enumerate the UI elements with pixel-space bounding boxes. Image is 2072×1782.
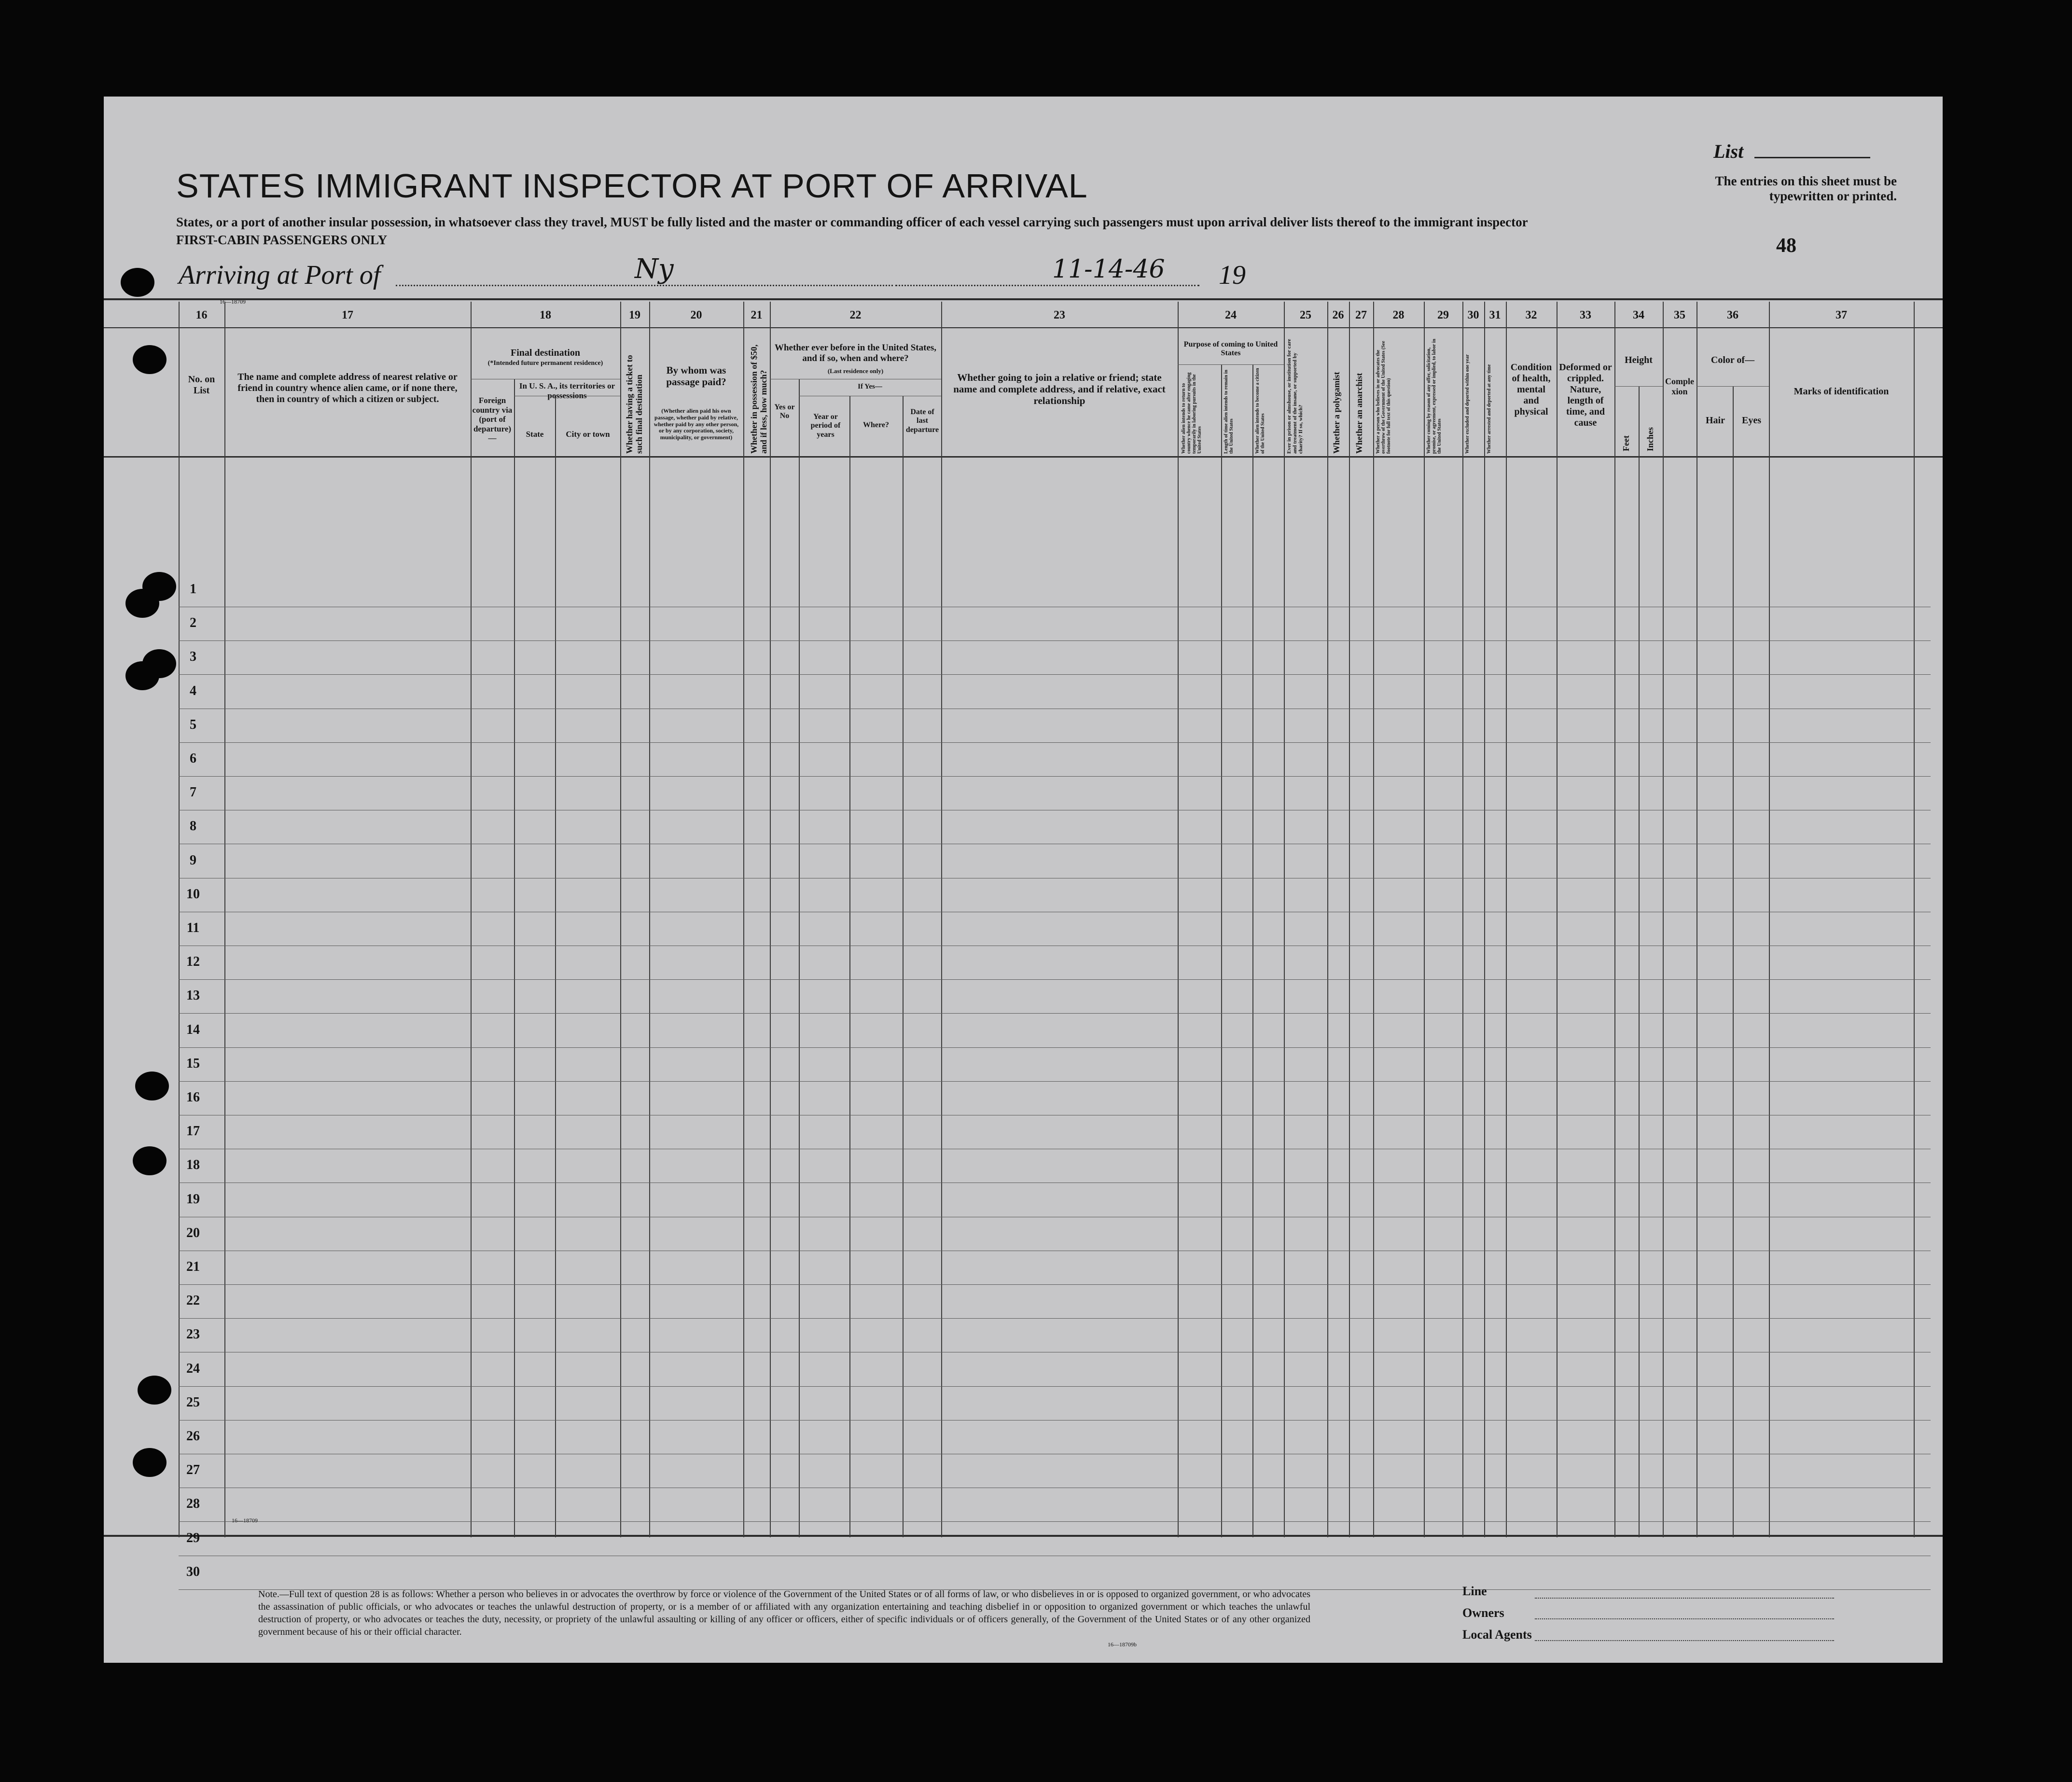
- arrival-date-value: 11-14-46: [1052, 255, 1165, 284]
- row-number: 17: [186, 1124, 200, 1139]
- col34-inches-header: Inches: [1645, 427, 1655, 451]
- row-rule: [179, 1047, 1931, 1048]
- binder-hole: [125, 589, 159, 618]
- grid-line: [849, 396, 850, 1537]
- row-number: 8: [190, 819, 196, 834]
- row-rule: [179, 1318, 1931, 1319]
- row-rule: [179, 1386, 1931, 1387]
- binder-hole: [133, 1146, 167, 1175]
- col26-header: Whether a polygamist: [1332, 372, 1341, 454]
- grid-line: [514, 379, 515, 1537]
- row-number: 26: [186, 1429, 200, 1444]
- col22-year-header: Year or period of years: [810, 413, 841, 439]
- binder-hole: [133, 1448, 167, 1477]
- col23-header: Whether going to join a relative or friend; state name and complete address, and if relative, exact relationship: [953, 372, 1166, 407]
- binder-hole: [138, 1376, 171, 1405]
- row-rule: [179, 776, 1931, 777]
- row-rule: [179, 1521, 1931, 1522]
- row-number: 21: [186, 1259, 200, 1274]
- column-number: 35: [1674, 309, 1685, 321]
- line-field: [1535, 1598, 1834, 1599]
- local-agents-field: [1535, 1640, 1834, 1641]
- form-number: 16—18709: [220, 298, 246, 305]
- row-number: 23: [186, 1327, 200, 1342]
- column-number: 23: [1054, 309, 1065, 321]
- list-field-line: [1754, 157, 1870, 158]
- row-number: 20: [186, 1225, 200, 1240]
- col20-subtitle: (Whether alien paid his own passage, whether paid by relative, whether paid by any other person, or by any corporation, society, municipality, or government): [654, 407, 739, 441]
- col25-header: Ever in prison or almshouse, or institution for care and treatment of the insane, or supported by charity? If so, which?: [1286, 339, 1304, 454]
- column-number-rule: [104, 327, 1943, 328]
- top-rule: [104, 298, 1943, 300]
- column-number: 19: [629, 309, 640, 321]
- column-number: 16: [195, 309, 208, 321]
- col18-usa-header: In U. S. A., its territories or possessions: [519, 381, 615, 400]
- row-number: 19: [186, 1191, 200, 1207]
- col18-subtitle: (*Intended future permanent residence): [487, 360, 603, 367]
- binder-hole: [135, 1072, 169, 1100]
- row-rule: [179, 1013, 1931, 1014]
- col22-ifyes: If Yes—: [858, 383, 882, 390]
- grid-line: [555, 396, 556, 1537]
- form-code-b: 16—18709b: [1108, 1641, 1137, 1648]
- col30-header: Whether excluded and deported within one year: [1465, 354, 1470, 454]
- binder-hole: [121, 268, 154, 297]
- column-number: 28: [1392, 309, 1405, 321]
- row-number: 15: [186, 1056, 200, 1071]
- row-number: 6: [190, 751, 196, 766]
- col24c-header: Whether alien intends to become a citizen of the United States: [1255, 368, 1265, 454]
- port-value: Ny: [635, 253, 674, 285]
- row-rule: [179, 1284, 1931, 1285]
- row-number: 30: [186, 1564, 200, 1579]
- col24a-header: Whether alien intends to return to country whence he came after engaging temporarily in laboring pursuits in the United States: [1181, 372, 1202, 454]
- row-number: 3: [190, 649, 196, 665]
- col18-title: Final destination: [511, 348, 580, 358]
- row-rule: [179, 1081, 1931, 1082]
- column-number: 32: [1525, 309, 1537, 321]
- column-number: 27: [1355, 309, 1367, 321]
- row-number: 2: [190, 615, 196, 631]
- column-number: 36: [1727, 309, 1738, 321]
- col31-header: Whether arrested and deported at any time: [1487, 364, 1492, 454]
- col35-header: Complexion: [1665, 376, 1694, 396]
- row-number: 14: [186, 1022, 200, 1037]
- col29-header: Whether coming by reason of any offer, solicitation, promise, or agreement, expressed or implied, to labor in the United States: [1426, 338, 1442, 454]
- col22-date-header: Date of last departure: [905, 408, 939, 434]
- arriving-port-label: Arriving at Port of: [179, 260, 381, 290]
- row-number: 27: [186, 1462, 200, 1478]
- instructions-text: States, or a port of another insular possession, in whatsoever class they travel, MUST be fully listed and the master or commanding officer of each vessel carrying such passengers must upon arrival deliver lists thereof to the immigrant inspector: [176, 215, 1528, 229]
- local-agents-label: Local Agents: [1462, 1628, 1532, 1642]
- row-number: 18: [186, 1157, 200, 1173]
- port-field-line: [396, 285, 893, 286]
- row-number: 22: [186, 1293, 200, 1309]
- row-number: 11: [186, 920, 200, 935]
- row-rule: [179, 742, 1931, 743]
- row-number: 24: [186, 1361, 200, 1376]
- grid-line: [1697, 386, 1769, 387]
- col37-header: Marks of identification: [1794, 386, 1889, 397]
- column-number: 25: [1300, 309, 1311, 321]
- column-number: 20: [690, 309, 702, 321]
- line-label: Line: [1462, 1584, 1487, 1598]
- col19-header: Whether having a ticket to such final destination: [625, 355, 644, 454]
- col36-title: Color of—: [1710, 355, 1755, 365]
- grid-line: [799, 379, 800, 1537]
- col34-title: Height: [1625, 355, 1653, 365]
- col18-state-header: State: [526, 430, 544, 439]
- row-number: 16: [186, 1090, 200, 1105]
- column-number: 33: [1580, 309, 1591, 321]
- grid-line: [1178, 364, 1284, 365]
- row-number: 29: [186, 1530, 200, 1545]
- col16-header: No. on List: [188, 374, 215, 396]
- col20-title: By whom was passage paid?: [666, 364, 726, 388]
- column-number: 21: [751, 309, 763, 321]
- col21-header: Whether in possession of $50, and if less, how much?: [749, 344, 768, 454]
- manifest-sheet: [104, 97, 1943, 1663]
- column-number: 17: [342, 309, 353, 321]
- column-number: 29: [1437, 309, 1449, 321]
- row-number: 10: [186, 886, 200, 902]
- col18-city-header: City or town: [566, 430, 610, 439]
- col32-header: Condition of health, mental and physical: [1510, 362, 1552, 417]
- date-field-line: [895, 285, 1199, 286]
- class-note: FIRST-CABIN PASSENGERS ONLY: [176, 233, 388, 247]
- row-number: 28: [186, 1496, 200, 1512]
- col36-hair-header: Hair: [1706, 415, 1725, 426]
- typewritten-note: The entries on this sheet must be typewritten or printed.: [1715, 174, 1897, 204]
- grid-line: [1639, 386, 1640, 1537]
- col27-header: Whether an anarchist: [1354, 373, 1364, 454]
- owners-label: Owners: [1462, 1606, 1504, 1620]
- column-number: 26: [1332, 309, 1344, 321]
- col24-title: Purpose of coming to United States: [1183, 340, 1278, 358]
- grid-line: [1733, 386, 1734, 1537]
- col36-eyes-header: Eyes: [1742, 415, 1761, 426]
- col22-title: Whether ever before in the United States, and if so, when and where?: [774, 343, 937, 363]
- page-title: STATES IMMIGRANT INSPECTOR AT PORT OF ARRIVAL: [176, 167, 1088, 205]
- col18-foreign-header: Foreign country via (port of departure)—: [472, 396, 513, 443]
- form-code: 16—18709: [232, 1517, 258, 1524]
- list-label: List: [1713, 140, 1744, 162]
- row-number: 1: [190, 582, 196, 597]
- column-number: 37: [1836, 309, 1847, 321]
- table-bottom-rule: [104, 1535, 1943, 1537]
- header-bottom-rule: [104, 456, 1943, 458]
- sheet-number: 48: [1776, 235, 1796, 257]
- year-prefix: 19: [1219, 260, 1246, 290]
- binder-hole: [125, 661, 159, 690]
- footnote-question-28: Note.—Full text of question 28 is as follows: Whether a person who believes in or advocates the overthrow by force or violence of the Government of the United States or of all forms of law, or who disbelieves in or is opposed to organized government, or who advocates the assassination of public officials, or who advocates or teaches the unlawful destruction of property, or is a member of or affiliated with any organization entertaining and teaching disbelief in or opposition to organized government or which teaches the unlawful destruction of property, or who advocates or teaches the duty, necessity, or propriety of the unlawful assaulting or killing of any officer or officers, either of specific individuals or of officers generally, of the Government of the United States or of any other organized government because of his or their official character.: [258, 1589, 1310, 1637]
- col22-where-header: Where?: [863, 421, 889, 429]
- column-number: 30: [1467, 309, 1479, 321]
- grid-line: [903, 396, 904, 1537]
- row-number: 7: [190, 785, 196, 800]
- grid-line: [1221, 364, 1222, 1537]
- row-number: 5: [190, 717, 196, 732]
- col22-yesno-header: Yes or No: [774, 403, 795, 420]
- column-number: 22: [849, 309, 862, 321]
- col17-header: The name and complete address of nearest relative or friend in country whence alien came, or if none there, then in country of which a citizen or subject.: [237, 372, 458, 404]
- column-number: 18: [540, 309, 551, 321]
- col33-header: Deformed or crippled. Nature, length of time, and cause: [1559, 362, 1612, 428]
- binder-hole: [133, 345, 167, 374]
- row-rule: [179, 640, 1931, 641]
- col28-header: Whether a person who believes in or advocates the overthrow of the Government of the United States (See footnote for full text of this question): [1376, 341, 1391, 454]
- column-number: 24: [1225, 309, 1237, 321]
- row-number: 9: [190, 852, 196, 868]
- col34-feet-header: Feet: [1621, 435, 1631, 451]
- row-rule: [179, 979, 1931, 980]
- col22-subtitle: (Last residence only): [827, 367, 884, 375]
- col24b-header: Length of time alien intends to remain in the United States: [1224, 370, 1234, 454]
- row-number: 25: [186, 1394, 200, 1410]
- column-number: 31: [1489, 309, 1501, 321]
- grid-line: [1252, 364, 1253, 1537]
- row-number: 13: [186, 988, 200, 1003]
- column-number: 34: [1633, 309, 1644, 321]
- row-rule: [179, 674, 1931, 675]
- row-number: 4: [190, 683, 196, 698]
- owners-field: [1535, 1618, 1834, 1619]
- row-number: 12: [186, 954, 200, 970]
- grid-line: [1614, 386, 1663, 387]
